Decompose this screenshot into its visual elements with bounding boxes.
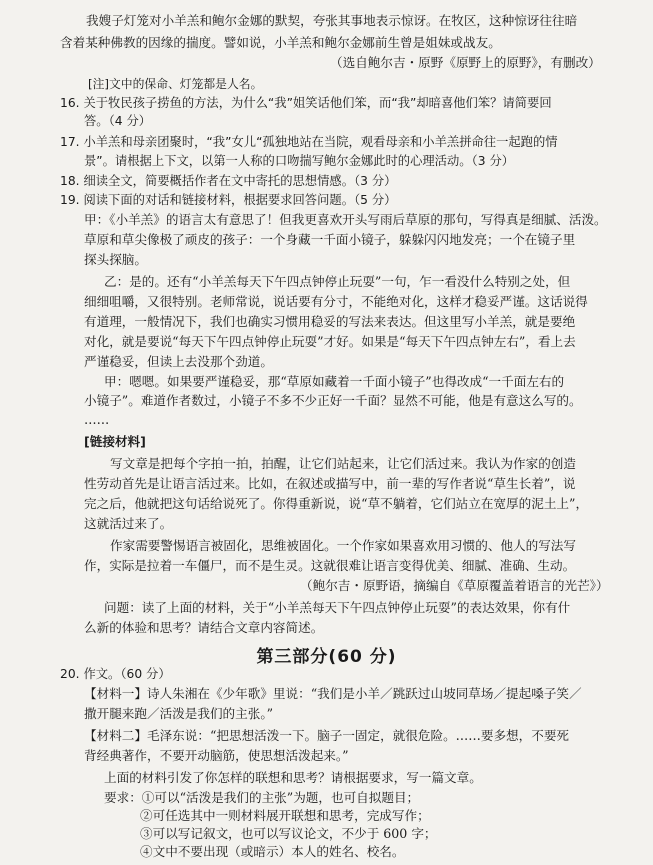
material-1: 【材料一】诗人朱湘在《少年歌》里说：“我们是小羊／跳跃过山坡同草场／提起嗓子笑／	[84, 686, 582, 701]
dialogue-line: 有道理，一般情况下，我们也确实习惯用稳妥的写法来表达。但这里写小羊羔，就是要绝	[84, 314, 576, 329]
question-20: 20. 作文。（60 分）	[60, 667, 171, 681]
requirement: ③可以写记叙文，也可以写议论文，不少于 600 字；	[140, 826, 437, 841]
dialogue-line: 细细咀嚼，又很特别。老师常说，说话要有分寸，不能绝对化，这样才稳妥严谨。这话说得	[84, 294, 588, 309]
link-line: 作，实际是拉着一车僵尸，而不是生灵。这就很难让语言变得优美、细腻、准确、生动。	[84, 558, 576, 573]
dialogue-line: 草原和草尖像极了顽皮的孩子：一个身藏一千面小镜子，躲躲闪闪地发亮；一个在镜子里	[84, 232, 576, 247]
dialogue-line: 对化，就是要说“每天下午四点钟停止玩耍”才好。如果是“每天下午四点钟左右”，看上去	[84, 334, 576, 349]
requirement: ②可任选其中一则材料展开联想和思考，完成写作；	[140, 808, 430, 823]
question-17-cont: 景”。请根据上下文，以第一人称的口吻揣写鲍尔金娜此时的心理活动。（3 分）	[84, 154, 515, 168]
essay-prompt: 上面的材料引发了你怎样的联想和思考？请根据要求，写一篇文章。	[104, 770, 482, 785]
question-16: 16. 关于牧民孩子捞鱼的方法，为什么“我”姐笑话他们笨，而“我”却暗喜他们笨？请简要回	[60, 96, 552, 110]
link-line: 性劳动首先是让语言活过来。比如，在叙述或描写中，前一辈的写作者说“草生长着”，说	[84, 476, 576, 491]
dialogue-line: 小镜子”。难道作者数过，小镜子不多不少正好一千面？显然不可能，他是有意这么写的。	[84, 393, 582, 408]
question-16-cont: 答。（4 分）	[84, 114, 152, 128]
link-source: （鲍尔吉・原野语，摘编自《草原覆盖着语言的光芒》）	[300, 578, 609, 593]
material-2-cont: 背经典著作，不要开动脑筋，使思想活泼起来。”	[84, 748, 349, 763]
material-1-cont: 撒开腿来跑／活泼是我们的主张。”	[84, 706, 274, 721]
question-task: 问题：读了上面的材料，关于“小羊羔每天下午四点钟停止玩耍”的表达效果，你有什	[104, 600, 571, 615]
link-line: 这就活过来了。	[84, 516, 173, 531]
dialogue-line: 严谨稳妥，但读上去没那个劲道。	[84, 354, 273, 369]
dialogue-line: 探头探脑。	[84, 252, 147, 267]
passage-line: 我嫂子灯笼对小羊羔和鲍尔金娜的默契，夸张其事地表示惊讶。在牧区，这种惊讶往往暗	[86, 13, 578, 28]
section-heading: 第三部分(60 分)	[256, 647, 397, 667]
material-2: 【材料二】毛泽东说：“把思想活泼一下。脑子一固定，就很危险。……要多想，不要死	[84, 728, 570, 743]
passage-note: [注]文中的保命、灯笼都是人名。	[88, 77, 263, 91]
passage-source: （选自鲍尔吉・原野《原野上的原野》，有删改）	[330, 55, 601, 70]
question-task-cont: 么新的体验和思考？请结合文章内容简述。	[84, 620, 324, 635]
question-17: 17. 小羊羔和母亲团聚时，“我”女儿“孤独地站在当院，观看母亲和小羊羔拼命往一起跑的情	[60, 135, 558, 149]
link-line: 写文章是把每个字拍一拍，拍醒，让它们站起来，让它们活过来。我认为作家的创造	[110, 456, 576, 471]
question-19: 19. 阅读下面的对话和链接材料，根据要求回答问题。（5 分）	[60, 193, 397, 207]
dialogue-line: 甲：嗯嗯。如果要严谨稳妥，那“草原如藏着一千面小镜子”也得改成“一千面左右的	[104, 374, 565, 389]
requirement: ④文中不要出现（或暗示）本人的姓名、校名。	[140, 844, 405, 859]
passage-line: 含着某种佛教的因缘的揣度。譬如说，小羊羔和鲍尔金娜前生曾是姐妹或战友。	[60, 35, 501, 50]
dialogue-line: 乙：是的。还有“小羊羔每天下午四点钟停止玩耍”一句，乍一看没什么特别之处，但	[104, 274, 571, 289]
link-line: 完之后，他就把这句话给说死了。你得重新说，说“草不躺着，它们站立在宽厚的泥土上”，	[84, 496, 589, 511]
question-18: 18. 细读全文，简要概括作者在文中寄托的思想情感。（3 分）	[60, 174, 397, 188]
link-line: 作家需要警惕语言被固化，思维被固化。一个作家如果喜欢用习惯的、他人的写法写	[110, 538, 576, 553]
requirement: 要求：①可以“活泼是我们的主张”为题，也可自拟题目；	[104, 790, 420, 805]
link-material-header: [链接材料]	[84, 434, 146, 449]
dialogue-ellipsis: ……	[84, 412, 110, 427]
dialogue-line: 甲：《小羊羔》的语言太有意思了！但我更喜欢开头写雨后草原的那句，写得真是细腻、活泼。	[84, 212, 607, 227]
